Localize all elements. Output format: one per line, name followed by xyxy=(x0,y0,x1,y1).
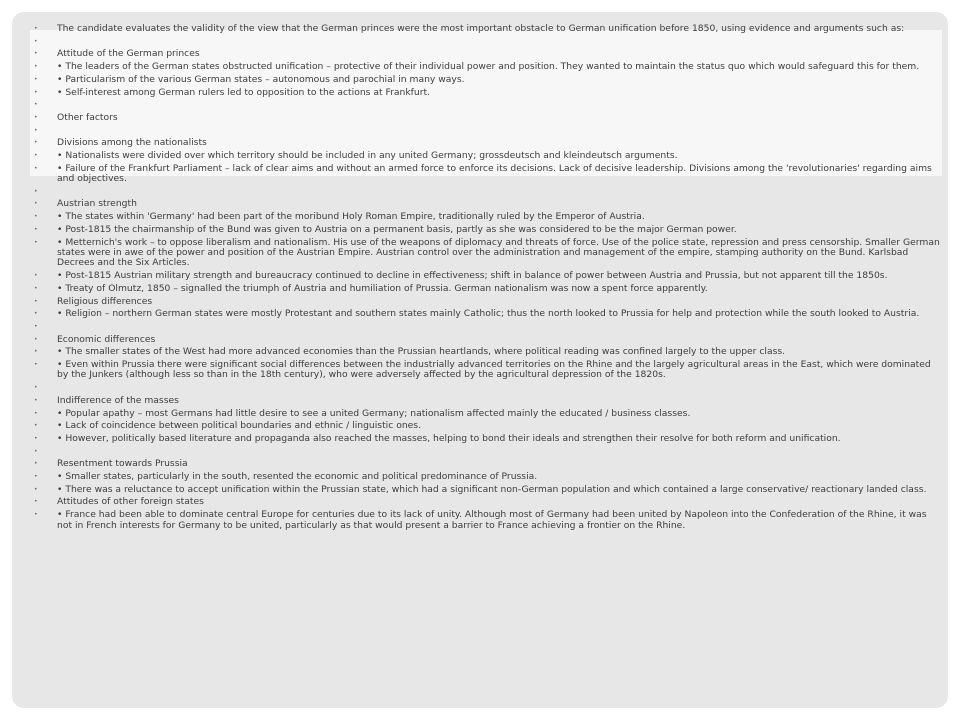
bullet-item: • • The leaders of the German states obstructed unification – protective of their individual power and position. They wanted to maintain the status quo which would safeguard this for them. xyxy=(34,62,940,72)
bullet-item: • • Post-1815 the chairmanship of the Bund was given to Austria on a permanent basis, partly as she was considered to be the major German power. xyxy=(34,225,940,235)
bullet-item xyxy=(34,37,940,47)
bullet-item xyxy=(34,100,940,110)
bullet-item: • • Metternich's work – to oppose liberalism and nationalism. His use of the weapons of diplomacy and threats of force. Use of the police state, repression and press censorship. Smaller German states were in awe of the power and position of the Austrian Empire. Austrian control over the administration and management of the empire, stamping authority on the Bund. Karlsbad Decrees and the Six Articles. xyxy=(34,238,940,269)
bullet-item xyxy=(34,126,940,136)
bullet-item: • Indifference of the masses xyxy=(34,396,940,406)
bullet-item: • Attitude of the German princes xyxy=(34,49,940,59)
bullet-item: • • Lack of coincidence between political boundaries and ethnic / linguistic ones. xyxy=(34,421,940,431)
slide xyxy=(12,12,948,708)
bullet-item: • Religious differences xyxy=(34,297,940,307)
bullet-item: • • Nationalists were divided over which territory should be included in any united Germany; grossdeutsch and kleindeutsch arguments. xyxy=(34,151,940,161)
bullet-item: • • However, politically based literature and propaganda also reached the masses, helping to bond their ideals and strengthen their resolve for both reform and unification. xyxy=(34,434,940,444)
bullet-item: • Attitudes of other foreign states xyxy=(34,497,940,507)
bullet-item: • • The smaller states of the West had more advanced economies than the Prussian heartlands, where political reading was confined largely to the upper class. xyxy=(34,347,940,357)
bullet-item: • • Self-interest among German rulers led to opposition to the actions at Frankfurt. xyxy=(34,88,940,98)
bullet-item: • • Post-1815 Austrian military strength and bureaucracy continued to decline in effectiveness; shift in balance of power between Austria and Prussia, but not apparent till the 1850s. xyxy=(34,271,940,281)
bullet-item: • • Even within Prussia there were significant social differences between the industrially advanced territories on the Rhine and the largely agricultural areas in the East, which were dominated by the Junkers (although less so than in the 18th century), who were adversely affected by the agricultural depression of the 1820s. xyxy=(34,360,940,381)
bullet-item: • The candidate evaluates the validity of the view that the German princes were the most important obstacle to German unification before 1850, using evidence and arguments such as: xyxy=(34,24,940,34)
bullet-list xyxy=(34,24,940,533)
bullet-item xyxy=(34,447,940,457)
bullet-item: • Divisions among the nationalists xyxy=(34,138,940,148)
bullet-item: • • Treaty of Olmutz, 1850 – signalled the triumph of Austria and humiliation of Prussia. German nationalism was now a spent force apparently. xyxy=(34,284,940,294)
bullet-item: • • Smaller states, particularly in the south, resented the economic and political predominance of Prussia. xyxy=(34,472,940,482)
bullet-item xyxy=(34,322,940,332)
bullet-item: • • Popular apathy – most Germans had little desire to see a united Germany; nationalism affected mainly the educated / business classes. xyxy=(34,409,940,419)
bullet-item: • Other factors xyxy=(34,113,940,123)
bullet-item: • • The states within 'Germany' had been part of the moribund Holy Roman Empire, traditionally ruled by the Emperor of Austria. xyxy=(34,212,940,222)
bullet-item: • • There was a reluctance to accept unification within the Prussian state, which had a significant non-German population and which contained a large conservative/ reactionary landed class. xyxy=(34,485,940,495)
bullet-item xyxy=(34,187,940,197)
bullet-item: • Economic differences xyxy=(34,335,940,345)
bullet-item xyxy=(34,383,940,393)
bullet-item: • Resentment towards Prussia xyxy=(34,459,940,469)
bullet-item: • Austrian strength xyxy=(34,199,940,209)
bullet-item: • • Failure of the Frankfurt Parliament – lack of clear aims and without an armed force to enforce its decisions. Lack of decisive leadership. Divisions among the 'revolutionaries' regarding aims and objectives. xyxy=(34,164,940,185)
bullet-item: • • France had been able to dominate central Europe for centuries due to its lack of unity. Although most of Germany had been united by Napoleon into the Confederation of the Rhine, it was not in French interests for Germany to be united, particularly as that would present a barrier to France achieving a frontier on the Rhine. xyxy=(34,510,940,531)
bullet-item: • • Particularism of the various German states – autonomous and parochial in many ways. xyxy=(34,75,940,85)
bullet-item: • • Religion – northern German states were mostly Protestant and southern states mainly Catholic; thus the north looked to Prussia for help and protection while the south looked to Austria. xyxy=(34,309,940,319)
